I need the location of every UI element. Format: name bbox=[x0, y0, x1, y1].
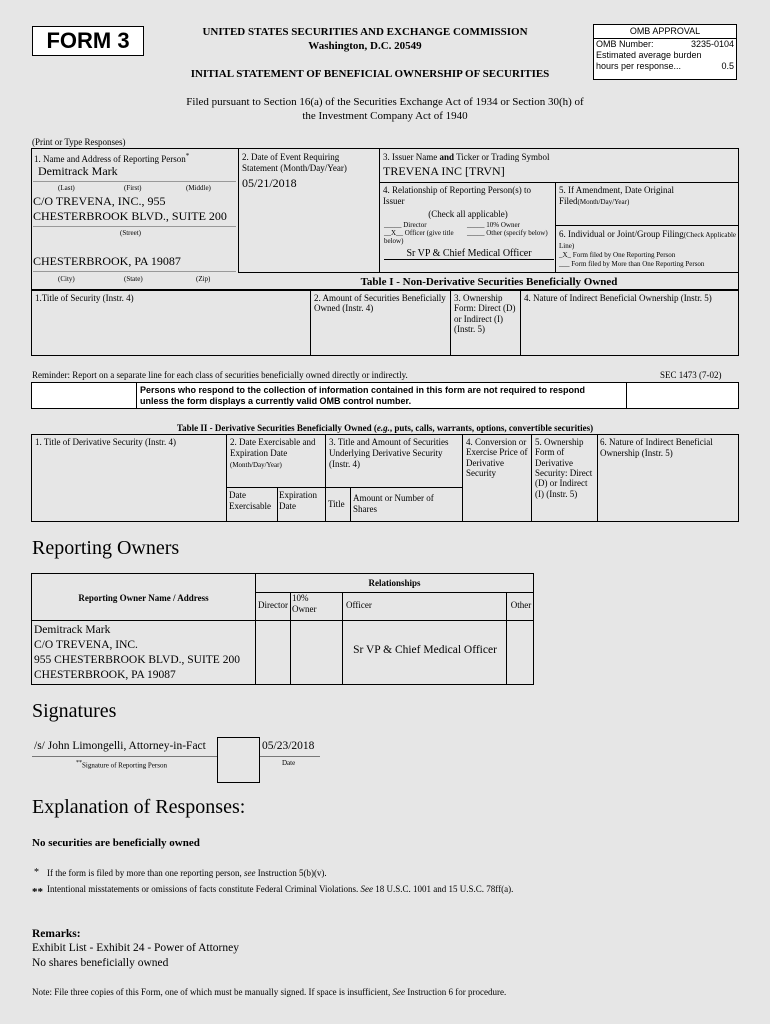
officer-title: Sr VP & Chief Medical Officer bbox=[384, 248, 554, 260]
footnote1-post: Instruction 5(b)(v). bbox=[255, 868, 327, 878]
box6-check: (Check Applicable Line) bbox=[559, 231, 737, 250]
tenpct-line: _____ 10% Owner bbox=[467, 221, 520, 229]
table1 bbox=[31, 290, 739, 356]
owner-address-line: CHESTERBROOK, PA 19087 bbox=[34, 669, 176, 681]
form-label: FORM 3 bbox=[46, 28, 130, 53]
omb-burden: Estimated average burden bbox=[596, 50, 702, 60]
persons-respond-line2: unless the form displays a currently valid OMB control number. bbox=[140, 396, 412, 406]
first-label: (First) bbox=[124, 184, 142, 192]
remarks-line2: No shares beneficially owned bbox=[32, 957, 169, 969]
form-title: INITIAL STATEMENT OF BENEFICIAL OWNERSHIP OF SECURITIES bbox=[190, 68, 550, 80]
form-label-box bbox=[32, 26, 144, 56]
table2-col3: 3. Title and Amount of Securities Underlying Derivative Security (Instr. 4) bbox=[329, 437, 449, 469]
footnote2-mark: ** bbox=[32, 886, 43, 898]
middle-label: (Middle) bbox=[186, 184, 211, 192]
table2-col6: 6. Nature of Indirect Beneficial Ownership (Instr. 5) bbox=[600, 437, 713, 458]
signatures-heading: Signatures bbox=[32, 700, 117, 722]
table2-col2a: Date Exercisable bbox=[229, 490, 271, 511]
table1-col1: 1.Title of Security (Instr. 4) bbox=[32, 291, 311, 355]
table2-title-pre: Table II - Derivative Securities Beneficially Owned ( bbox=[176, 423, 377, 433]
sec-number: SEC 1473 (7-02) bbox=[660, 370, 722, 380]
remarks-label: Remarks: bbox=[32, 928, 81, 940]
ten-pct-owner-header: 10% Owner bbox=[292, 593, 317, 614]
box6-option2: ___ Form filed by More than One Reporting Person bbox=[559, 260, 705, 268]
box4-label: 4. Relationship of Reporting Person(s) to Issuer bbox=[383, 185, 531, 206]
footnote2-post: 18 U.S.C. 1001 and 15 U.S.C. 78ff(a). bbox=[373, 884, 514, 894]
zip-label: (Zip) bbox=[196, 275, 211, 283]
table2-col2: 2. Date Exercisable and Expiration Date bbox=[230, 437, 316, 458]
table2 bbox=[31, 434, 739, 522]
box6-option1: _X_ Form filed by One Reporting Person bbox=[559, 251, 676, 259]
box1-star: * bbox=[185, 152, 190, 160]
director-line: _____ Director bbox=[384, 221, 427, 229]
other-line: _____ Other (specify below) bbox=[467, 229, 548, 237]
box5-sub: (Month/Day/Year) bbox=[577, 198, 630, 206]
box3-label-post: Ticker or Trading Symbol bbox=[454, 152, 550, 162]
reporting-owners-heading: Reporting Owners bbox=[32, 537, 180, 559]
signer: /s/ John Limongelli, Attorney-in-Fact bbox=[34, 740, 206, 752]
note-post: Instruction 6 for procedure. bbox=[405, 987, 507, 997]
omb-hours: 0.5 bbox=[721, 61, 734, 71]
reporting-person-name: Demitrack Mark bbox=[38, 164, 118, 178]
note-pre: Note: File three copies of this Form, one of which must be manually signed. If space is insufficient, bbox=[32, 987, 391, 997]
table1-title: Table I - Non-Derivative Securities Beneficially Owned bbox=[360, 276, 618, 288]
reminder-text: Reminder: Report on a separate line for each class of securities beneficially owned directly or indirectly. bbox=[32, 370, 408, 380]
signature-label: Signature of Reporting Person bbox=[82, 761, 167, 770]
table2-title-eg: e.g. bbox=[376, 423, 390, 433]
table2-col3a: Title bbox=[328, 499, 345, 509]
signature-date: 05/23/2018 bbox=[262, 740, 315, 752]
footnote1-pre: If the form is filed by more than one reporting person, bbox=[47, 868, 242, 878]
city-label: (City) bbox=[58, 275, 75, 283]
omb-approval-box bbox=[593, 24, 737, 80]
officer-header: Officer bbox=[346, 600, 372, 610]
footnote1-see: see bbox=[241, 868, 256, 878]
explanation-heading: Explanation of Responses: bbox=[32, 796, 246, 818]
officer-value: Sr VP & Chief Medical Officer bbox=[353, 644, 497, 656]
table1-col3: 3. Ownership Form: Direct (D) or Indirect (I) (Instr. 5) bbox=[451, 291, 521, 355]
owner-name-header: Reporting Owner Name / Address bbox=[78, 593, 209, 603]
table2-col4: 4. Conversion or Exercise Price of Derivative Security bbox=[463, 435, 532, 521]
date-label: Date bbox=[282, 759, 296, 767]
owner-name-line: Demitrack Mark bbox=[34, 624, 111, 636]
box1-label: 1. Name and Address of Reporting Person bbox=[34, 154, 186, 164]
footnote2-pre: Intentional misstatements or omissions of facts constitute Federal Criminal Violations. bbox=[47, 884, 359, 894]
omb-number-label: OMB Number: bbox=[596, 39, 654, 49]
omb-number: 3235-0104 bbox=[690, 39, 734, 49]
box3-label-pre: 3. Issuer Name bbox=[383, 152, 440, 162]
owner-address-line: 955 CHESTERBROOK BLVD., SUITE 200 bbox=[34, 654, 240, 666]
omb-hours-label: hours per response... bbox=[596, 61, 682, 71]
filed-pursuant-line1: Filed pursuant to Section 16(a) of the Securities Exchange Act of 1934 or Section 30(h) of bbox=[186, 96, 584, 108]
address-line2: CHESTERBROOK BLVD., SUITE 200 bbox=[33, 209, 227, 223]
box5-label: 5. If Amendment, Date Original Filed bbox=[559, 185, 674, 206]
remarks-line1: Exhibit List - Exhibit 24 - Power of Attorney bbox=[32, 942, 239, 954]
reporting-owners-table bbox=[31, 573, 534, 685]
footnote2-see: See bbox=[358, 884, 373, 894]
table2-col2-sub: (Month/Day/Year) bbox=[230, 461, 282, 469]
owner-address-line: C/O TREVENA, INC. bbox=[34, 639, 138, 651]
street-label: (Street) bbox=[120, 229, 141, 237]
box2-label: 2. Date of Event Requiring Statement (Month/Day/Year) bbox=[242, 152, 347, 173]
event-date: 05/21/2018 bbox=[242, 176, 297, 190]
print-note: (Print or Type Responses) bbox=[32, 137, 126, 147]
note-see: See bbox=[390, 987, 406, 997]
state-label: (State) bbox=[124, 275, 143, 283]
box3-label-and: and bbox=[439, 152, 454, 162]
omb-title: OMB APPROVAL bbox=[594, 25, 736, 39]
table2-col1: 1. Title of Derivative Security (Instr. 4) bbox=[32, 435, 227, 521]
persons-respond-line1: Persons who respond to the collection of information contained in this form are not required to respond bbox=[140, 385, 586, 395]
signature-label-star: ** bbox=[76, 760, 82, 766]
agency-name: UNITED STATES SECURITIES AND EXCHANGE COMMISSION bbox=[202, 26, 528, 38]
persons-respond-box bbox=[31, 382, 739, 409]
issuer-name: TREVENA INC [TRVN] bbox=[383, 164, 505, 178]
box4-check: (Check all applicable) bbox=[428, 209, 508, 219]
officer-line: __X__ Officer (give title below) bbox=[384, 229, 454, 245]
address-line1: C/O TREVENA, INC., 955 bbox=[33, 194, 166, 208]
no-securities-text: No securities are beneficially owned bbox=[32, 837, 200, 849]
table1-col4: 4. Nature of Indirect Beneficial Ownership (Instr. 5) bbox=[524, 293, 712, 303]
city-line: CHESTERBROOK, PA 19087 bbox=[33, 254, 181, 268]
table2-title-post: , puts, calls, warrants, options, convertible securities) bbox=[389, 423, 594, 433]
table2-col3b: Amount or Number of Shares bbox=[353, 493, 434, 514]
filed-pursuant-line2: the Investment Company Act of 1940 bbox=[302, 110, 468, 122]
footnote1-mark: * bbox=[34, 867, 39, 878]
last-label: (Last) bbox=[58, 184, 75, 192]
box6-label: 6. Individual or Joint/Group Filing bbox=[559, 229, 684, 239]
director-header: Director bbox=[258, 600, 288, 610]
table2-col5: 5. Ownership Form of Derivative Security: Direct (D) or Indirect (I) (Instr. 5) bbox=[532, 435, 598, 521]
relationships-header: Relationships bbox=[368, 578, 421, 588]
table1-col2: 2. Amount of Securities Beneficially Owned (Instr. 4) bbox=[311, 291, 451, 355]
table2-col2b: Expiration Date bbox=[279, 490, 317, 511]
agency-location: Washington, D.C. 20549 bbox=[308, 40, 422, 52]
other-header: Other bbox=[510, 600, 532, 610]
